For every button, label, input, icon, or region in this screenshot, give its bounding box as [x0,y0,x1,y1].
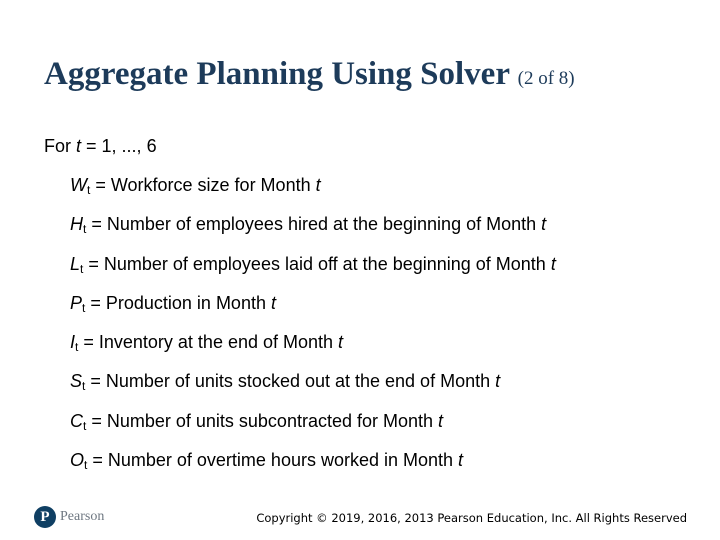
intro-prefix: For [44,136,77,156]
variable-subscript: t [87,183,91,197]
definition-item [70,449,556,488]
definition-month-var: t [338,332,344,353]
pearson-logo [34,506,104,528]
variable-symbol: P [70,292,83,313]
definition-text: = Production in Month [85,292,271,313]
pearson-p-icon: P [34,506,56,528]
variable-subscript: t [75,340,79,355]
variable-symbol: H [70,214,83,235]
definition-item [70,292,556,331]
variable-subscript: t [80,261,84,276]
variable-symbol: L [70,253,81,274]
definition-item [70,213,556,252]
intro-range: = 1, ..., 6 [81,136,157,156]
variable-symbol: I [70,332,76,353]
definition-month-var: t [495,371,501,392]
definition-item [70,174,556,213]
definition-text: = Number of employees laid off at the beginning of Month [83,253,551,274]
title-main: Aggregate Planning Using Solver [44,56,510,92]
definition-item [70,253,556,292]
definition-item [70,331,556,370]
variable-subscript: t [83,418,87,433]
definition-month-var: t [270,292,276,313]
slide-title [44,56,575,93]
definition-text: = Number of units stocked out at the end of Month [85,371,496,392]
title-page-count: (2 of 8) [517,68,575,89]
index-range [44,136,157,157]
pearson-wordmark: Pearson [60,509,105,524]
definition-month-var: t [458,450,464,471]
variable-subscript: t [82,300,86,315]
definition-text: = Number of employees hired at the beginning of Month [86,214,542,235]
variable-symbol: S [70,371,83,392]
variable-symbol: O [70,450,85,471]
copyright-notice: Copyright © 2019, 2016, 2013 Pearson Education, Inc. All Rights Reserved [256,511,687,525]
definition-text: = Inventory at the end of Month [78,332,339,353]
definition-month-var: t [550,253,556,274]
definition-month-var: t [315,175,321,195]
definition-text: = Number of overtime hours worked in Month [87,450,459,471]
variable-symbol: W [70,175,87,195]
definition-text: = Number of units subcontracted for Month [86,410,439,431]
definition-month-var: t [541,214,547,235]
definition-item [70,410,556,449]
variable-symbol: C [70,410,83,431]
variable-definitions [70,174,556,488]
definition-month-var: t [438,410,444,431]
definition-text: = Workforce size for Month [90,175,316,195]
definition-item [70,370,556,409]
variable-subscript: t [82,379,86,394]
intro-variable: t [76,136,82,156]
variable-subscript: t [84,458,88,473]
variable-subscript: t [83,222,87,237]
